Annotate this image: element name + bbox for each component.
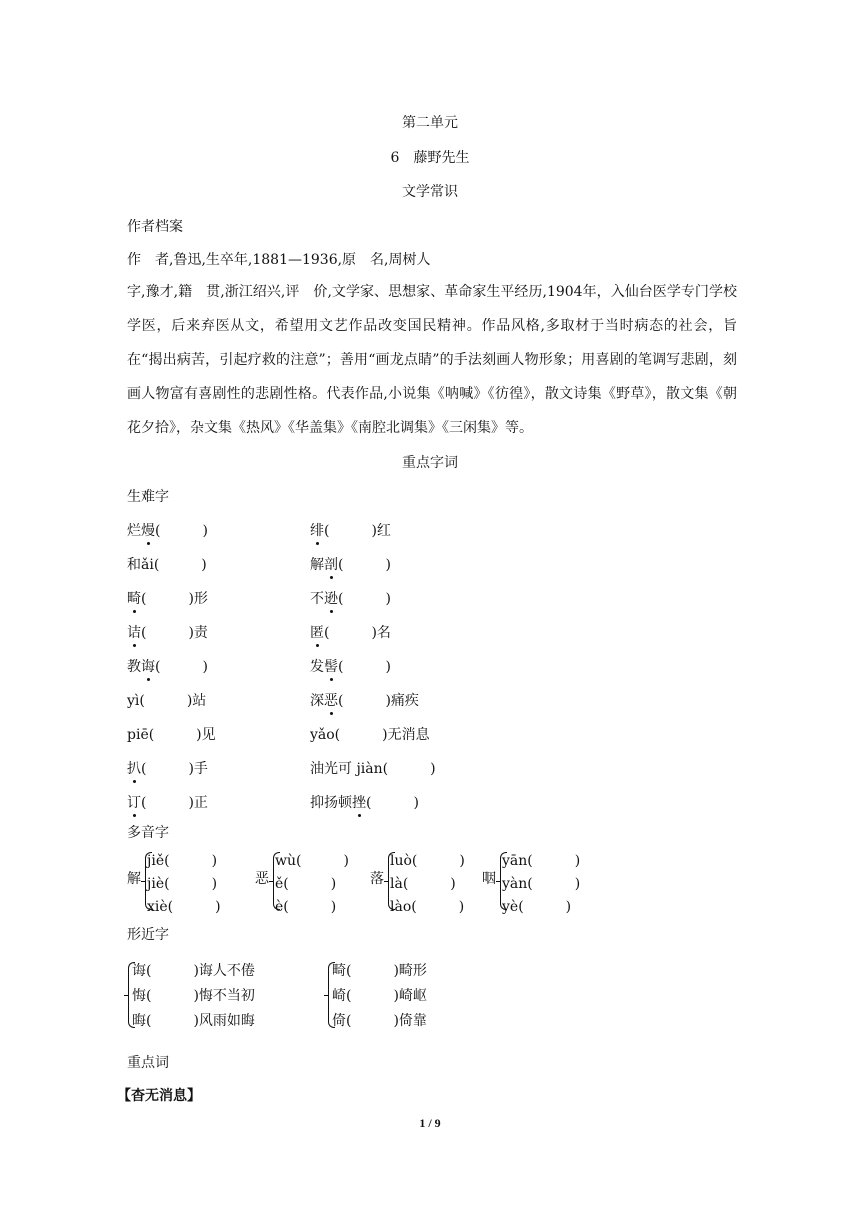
emphasis-dot-char: 逊 — [324, 588, 338, 608]
polyphone-reading: yàn( ) — [502, 876, 581, 892]
author-paragraph: 字,豫才,籍 贯,浙江绍兴,评 价,文学家、思想家、革命家生平经历,1904年，入仙台医学专门学校学医，后来弃医从文，希望用文艺作品改变国民精神。作品风格,多取材于当时病态的社会，旨在“揭出病苦，引起疗救的注意”；善用“画龙点睛”的手法刻画人物形象；用喜剧的笔调写悲剧，刻画人物富有喜剧性的悲剧性格。代表作品,小说集《呐喊》《彷徨》，散文诗集《野草》，散文集《朝花夕拾》，杂文集《热风》《华盖集》《南腔北调集》《三闲集》等。 — [127, 284, 737, 436]
polyphone-reading: lào( ) — [390, 899, 465, 915]
hard-chars-heading: 生难字 — [127, 489, 169, 505]
hard-char-item: piē( )见 — [127, 727, 216, 743]
hard-char-item: 和ǎi( ) — [127, 557, 207, 573]
emphasis-dot-char: 诲 — [141, 656, 155, 676]
polyphone-reading: wù( ) — [275, 853, 349, 869]
author-heading: 作者档案 — [127, 219, 183, 235]
polyphone-char: 咽 — [482, 871, 496, 887]
hard-char-item: 匿( )名 — [310, 622, 391, 642]
emphasis-dot-char: 剖 — [324, 554, 338, 574]
author-basic-info: 作 者,鲁迅,生卒年,1881—1936,原 名,周树人 — [127, 252, 431, 268]
polyphone-char: 解 — [127, 871, 141, 887]
section-title-keywords: 重点字词 — [402, 455, 458, 471]
polyphone-char: 落 — [370, 871, 384, 887]
hard-char-item: yǎo( )无消息 — [310, 727, 430, 743]
emphasis-dot-char: 匿 — [310, 622, 324, 642]
polyphone-reading: ě( ) — [275, 876, 337, 892]
polyphone-reading: luò( ) — [390, 853, 465, 869]
polyphone-reading: yān( ) — [502, 853, 581, 869]
similar-char-item: 诲( )诲人不倦 — [132, 963, 255, 979]
similar-char-item: 倚( )倚靠 — [332, 1013, 427, 1029]
similar-char-item: 悔( )悔不当初 — [132, 988, 255, 1004]
polyphone-heading: 多音字 — [127, 825, 169, 841]
hard-char-item: 烂熳( ) — [127, 520, 208, 540]
hard-char-item: 畸( )形 — [127, 588, 208, 608]
emphasis-dot-char: 诘 — [127, 622, 141, 642]
key-words-heading: 重点词 — [127, 1055, 169, 1071]
emphasis-dot-char: 髻 — [324, 656, 338, 676]
page-number: 1 / 9 — [419, 1116, 441, 1130]
hard-char-item: 油光可 jiàn( ) — [310, 761, 436, 777]
key-word: 【杳无消息】 — [117, 1088, 201, 1104]
hard-char-item: 教诲( ) — [127, 656, 208, 676]
lesson-title: 6 藤野先生 — [390, 150, 470, 166]
similar-char-item: 畸( )畸形 — [332, 963, 427, 979]
hard-char-item: 诘( )责 — [127, 622, 208, 642]
hard-char-item: 解剖( ) — [310, 554, 391, 574]
hard-char-item: yì( )站 — [127, 693, 207, 709]
hard-char-item: 不逊( ) — [310, 588, 391, 608]
emphasis-dot-char: 绯 — [310, 520, 324, 540]
similar-char-item: 崎( )崎岖 — [332, 988, 427, 1004]
emphasis-dot-char: 畸 — [127, 588, 141, 608]
polyphone-reading: yè( ) — [502, 899, 572, 915]
polyphone-reading: jiè( ) — [147, 876, 218, 892]
polyphone-char: 恶 — [255, 871, 269, 887]
hard-char-item: 发髻( ) — [310, 656, 391, 676]
hard-char-item: 深恶( )痛疾 — [310, 690, 419, 710]
section-title-literary: 文学常识 — [402, 184, 458, 200]
hard-char-item: 扒( )手 — [127, 758, 208, 778]
polyphone-reading: è( ) — [275, 899, 337, 915]
emphasis-dot-char: 扒 — [127, 758, 141, 778]
hard-char-item: 绯( )红 — [310, 520, 391, 540]
hard-char-item: 抑扬顿挫( ) — [310, 792, 419, 812]
similar-char-item: 晦( )风雨如晦 — [132, 1013, 255, 1029]
polyphone-reading: là( ) — [390, 876, 456, 892]
emphasis-dot-char: 订 — [127, 792, 141, 812]
hard-char-item: 订( )正 — [127, 792, 208, 812]
polyphone-reading: xiè( ) — [147, 899, 221, 915]
emphasis-dot-char: 挫 — [352, 792, 366, 812]
emphasis-dot-char: 恶 — [324, 690, 338, 710]
emphasis-dot-char: 熳 — [141, 520, 155, 540]
similar-heading: 形近字 — [127, 927, 169, 943]
unit-title: 第二单元 — [402, 115, 458, 131]
polyphone-reading: jiě( ) — [147, 853, 218, 869]
